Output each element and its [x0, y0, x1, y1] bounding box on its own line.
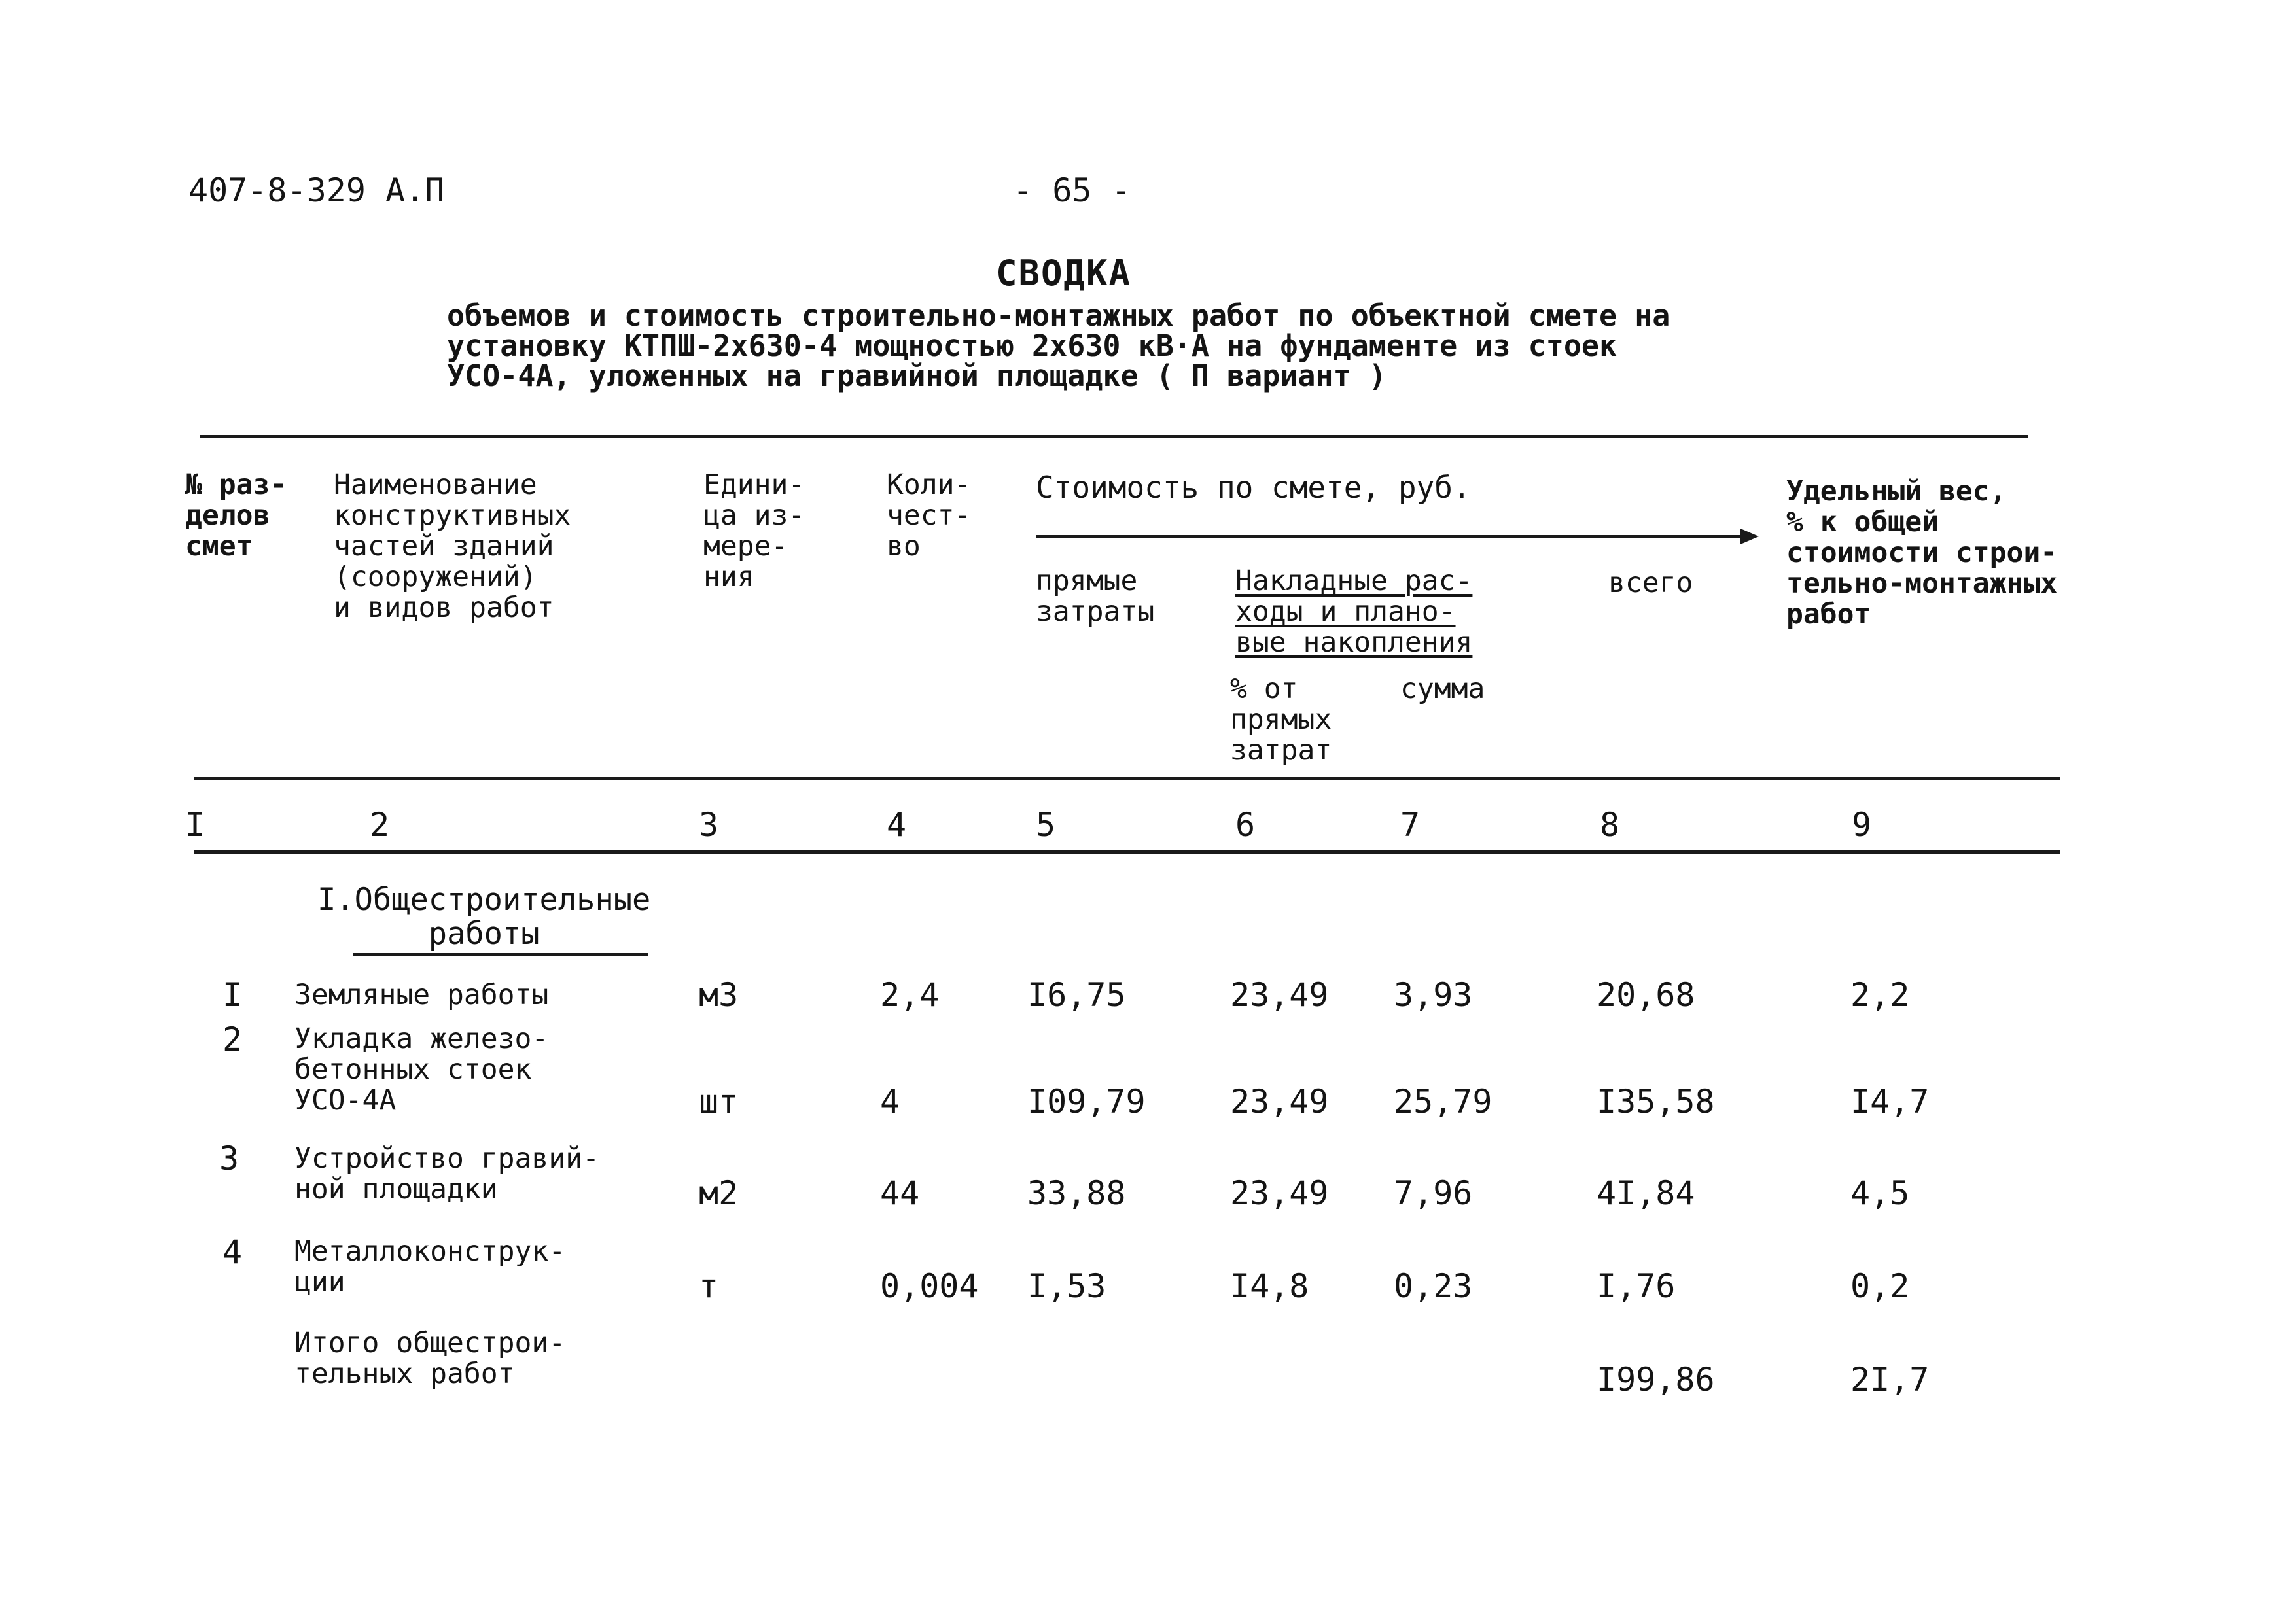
header-section-number: № раз- делов смет	[185, 468, 287, 563]
row-name: Укладка железо- бетонных стоек УСО-4А	[294, 1022, 549, 1117]
document-subtitle	[447, 298, 1670, 393]
row-total: 4I,84	[1597, 1174, 1695, 1212]
column-number: I	[185, 806, 205, 844]
row-name: Металлоконструк- ции	[294, 1235, 566, 1299]
row-share: 0,2	[1850, 1267, 1910, 1305]
subtotal-total: I99,86	[1597, 1361, 1715, 1399]
numbers-bottom-rule	[194, 850, 2060, 854]
header-share: Удельный вес, % к общей стоимости строи- тельно-монтажных работ	[1786, 475, 2058, 631]
header-work-name: Наименование конструктивных частей зданий (сооружений) и видов работ	[334, 468, 571, 624]
row-quantity: 0,004	[880, 1267, 979, 1305]
column-number: 5	[1036, 806, 1056, 844]
row-direct-costs: I6,75	[1027, 976, 1126, 1014]
row-total: I,76	[1597, 1267, 1676, 1305]
header-cost-group: Стоимость по смете, руб.	[1036, 470, 1471, 505]
column-number: 4	[887, 806, 907, 844]
row-direct-costs: I09,79	[1027, 1083, 1146, 1121]
column-number: 2	[370, 806, 390, 844]
row-quantity: 4	[880, 1083, 900, 1121]
row-overhead-sum: 0,23	[1394, 1267, 1473, 1305]
row-number: 4	[222, 1233, 243, 1271]
table-top-rule	[200, 435, 2028, 438]
row-overhead-percent: 23,49	[1230, 976, 1329, 1014]
row-share: 4,5	[1850, 1174, 1910, 1212]
row-quantity: 44	[880, 1174, 920, 1212]
row-unit: шт	[699, 1083, 739, 1121]
header-bottom-rule	[194, 777, 2060, 780]
page-number: - 65 -	[1013, 171, 1131, 209]
row-number: I	[222, 976, 243, 1014]
header-overhead-sum: сумма	[1400, 672, 1485, 705]
document-code: 407-8-329 А.П	[188, 171, 445, 209]
document-title: СВОДКА	[996, 253, 1132, 294]
row-overhead-percent: 23,49	[1230, 1083, 1329, 1121]
row-direct-costs: I,53	[1027, 1267, 1106, 1305]
row-overhead-sum: 7,96	[1394, 1174, 1473, 1212]
row-number: 2	[222, 1021, 243, 1058]
row-direct-costs: 33,88	[1027, 1174, 1126, 1212]
header-unit: Едини- ца из- мере- ния	[703, 468, 805, 593]
row-share: I4,7	[1850, 1083, 1930, 1121]
row-overhead-percent: I4,8	[1230, 1267, 1309, 1305]
subtitle-line: объемов и стоимость строительно-монтажных работ по объектной смете на	[447, 298, 1670, 333]
subtitle-line: установку КТПШ-2х630-4 мощностью 2х630 кВ·А на фундаменте из стоек	[447, 328, 1617, 363]
header-quantity: Коли- чест- во	[887, 468, 972, 563]
section-title-rule	[353, 953, 648, 956]
row-quantity: 2,4	[880, 976, 940, 1014]
row-unit: м2	[699, 1174, 739, 1212]
column-number: 7	[1400, 806, 1421, 844]
header-total: всего	[1608, 567, 1693, 599]
row-total: I35,58	[1597, 1083, 1715, 1121]
row-unit: м3	[699, 976, 739, 1014]
header-overhead-percent: % от прямых затрат	[1230, 672, 1332, 767]
column-number: 8	[1600, 806, 1620, 844]
header-direct-costs: прямые затраты	[1036, 565, 1155, 628]
row-overhead-percent: 23,49	[1230, 1174, 1329, 1212]
row-total: 20,68	[1597, 976, 1695, 1014]
subtotal-name: Итого общестрои- тельных работ	[294, 1327, 566, 1390]
row-name: Устройство гравий- ной площадки	[294, 1142, 599, 1206]
column-number: 3	[699, 806, 719, 844]
column-number: 9	[1852, 806, 1872, 844]
subtotal-share: 2I,7	[1850, 1361, 1930, 1399]
row-overhead-sum: 25,79	[1394, 1083, 1492, 1121]
subtitle-line: УСО-4А, уложенных на гравийной площадке ( П вариант )	[447, 358, 1386, 393]
cost-group-rule	[1036, 535, 1742, 538]
section-title	[317, 883, 650, 951]
cost-group-arrow	[1740, 529, 1759, 544]
header-overhead-group: Накладные рас- ходы и плано- вые накопления	[1235, 565, 1473, 659]
row-name: Земляные работы	[294, 979, 549, 1011]
row-overhead-sum: 3,93	[1394, 976, 1473, 1014]
section-title-text: I.Общестроительные работы	[317, 882, 651, 952]
row-share: 2,2	[1850, 976, 1910, 1014]
column-number: 6	[1235, 806, 1256, 844]
row-unit: т	[699, 1267, 719, 1305]
row-number: 3	[219, 1140, 239, 1178]
